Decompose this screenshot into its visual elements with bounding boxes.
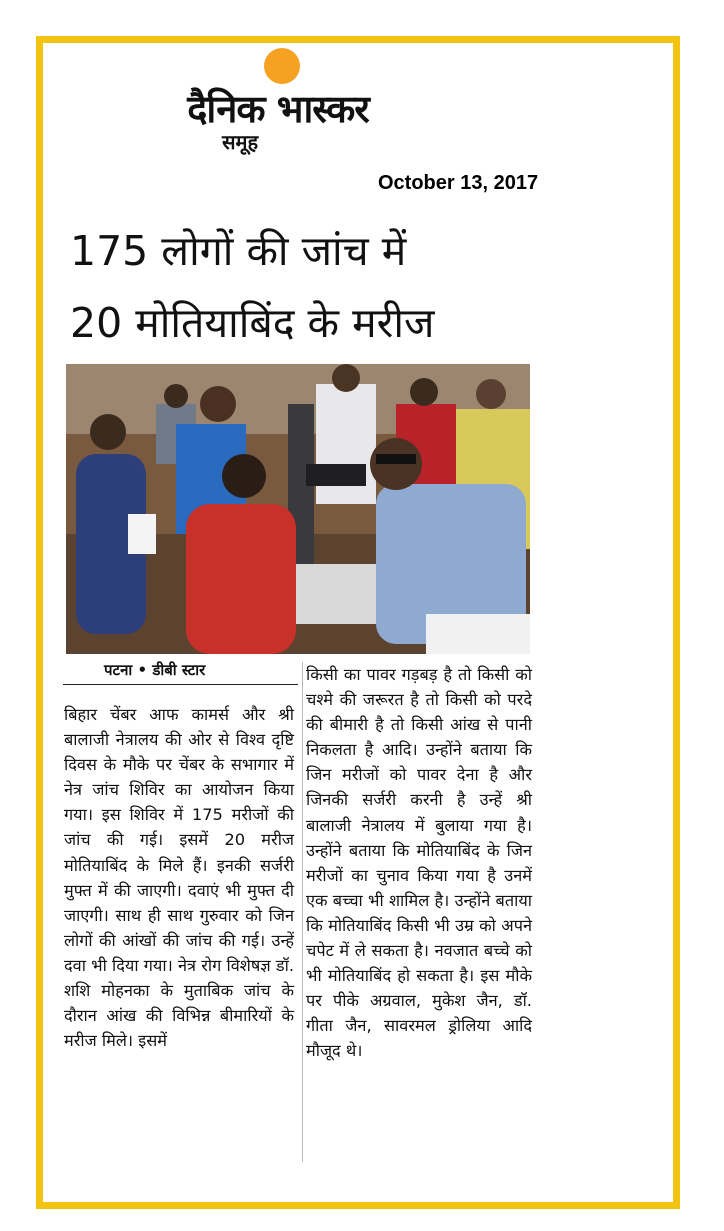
publication-date: October 13, 2017 — [378, 172, 539, 194]
logo-sub-text: समूह — [222, 130, 259, 154]
newspaper-logo — [128, 48, 428, 154]
article-left-text: बिहार चेंबर आफ कामर्स और श्री बालाजी नेत्रालय की ओर से विश्व दृष्टि दिवस के मौके पर चेंबर के सभागार में नेत्र जांच शिविर का आयोजन किया गया। इस शिविर में 175 मरीजों की जांच की गई। इसमें 20 मरीज मोतियाबिंद के मिले हैं। इनकी सर्जरी मुफ्त में की जाएगी। दवाएं भी मुफ्त दी जाएगी। साथ ही साथ गुरुवार को जिन लोगों की आंखों की जांच की गई। उन्हें दवा भी दिया गया। नेत्र रोग विशेषज्ञ डॉ. शशि मोहनका के मुताबिक जांच के दौरान आंख की विभिन्न बीमारियों के मरीज मिले। इसमें — [64, 705, 294, 1051]
headline-line-2: 20 मोतियाबिंद के मरीज — [70, 299, 435, 347]
article-left-column — [64, 702, 294, 1053]
byline: पटना • डीबी स्टार — [104, 661, 206, 679]
logo-main-text: दैनिक भास्कर — [187, 87, 369, 131]
eye-examination-photo — [66, 364, 530, 654]
column-divider — [302, 662, 303, 1162]
headline-line-1: 175 लोगों की जांच में — [70, 227, 407, 275]
article-right-text: किसी का पावर गड़बड़ है तो किसी को चश्मे की जरूरत है तो किसी को परदे की बीमारी है तो किसी आंख से पानी निकलता है आदि। उन्होंने बताया कि जिन मरीजों को पावर देना है और जिनकी सर्जरी करनी है उन्हें श्री बालाजी नेत्रालय में बुलाया गया है। उन्होंने बताया कि मोतियाबिंद के जिन मरीजों का चुनाव किया गया है उनमें एक बच्चा भी शामिल है। उन्होंने बताया कि मोतियाबिंद किसी भी उम्र को अपने चपेट में ले सकता है। नवजात बच्चे को भी मोतियाबिंद हो सकता है। इस मौके पर पीके अग्रवाल, मुकेश जैन, डॉ. गीता जैन, सावरमल ड्रोलिया आदि मौजूद थे। — [306, 665, 532, 1061]
news-photo — [66, 364, 530, 654]
article-right-column — [306, 662, 532, 1064]
byline-divider — [63, 684, 298, 685]
sun-icon — [264, 48, 300, 84]
headline — [70, 215, 590, 359]
